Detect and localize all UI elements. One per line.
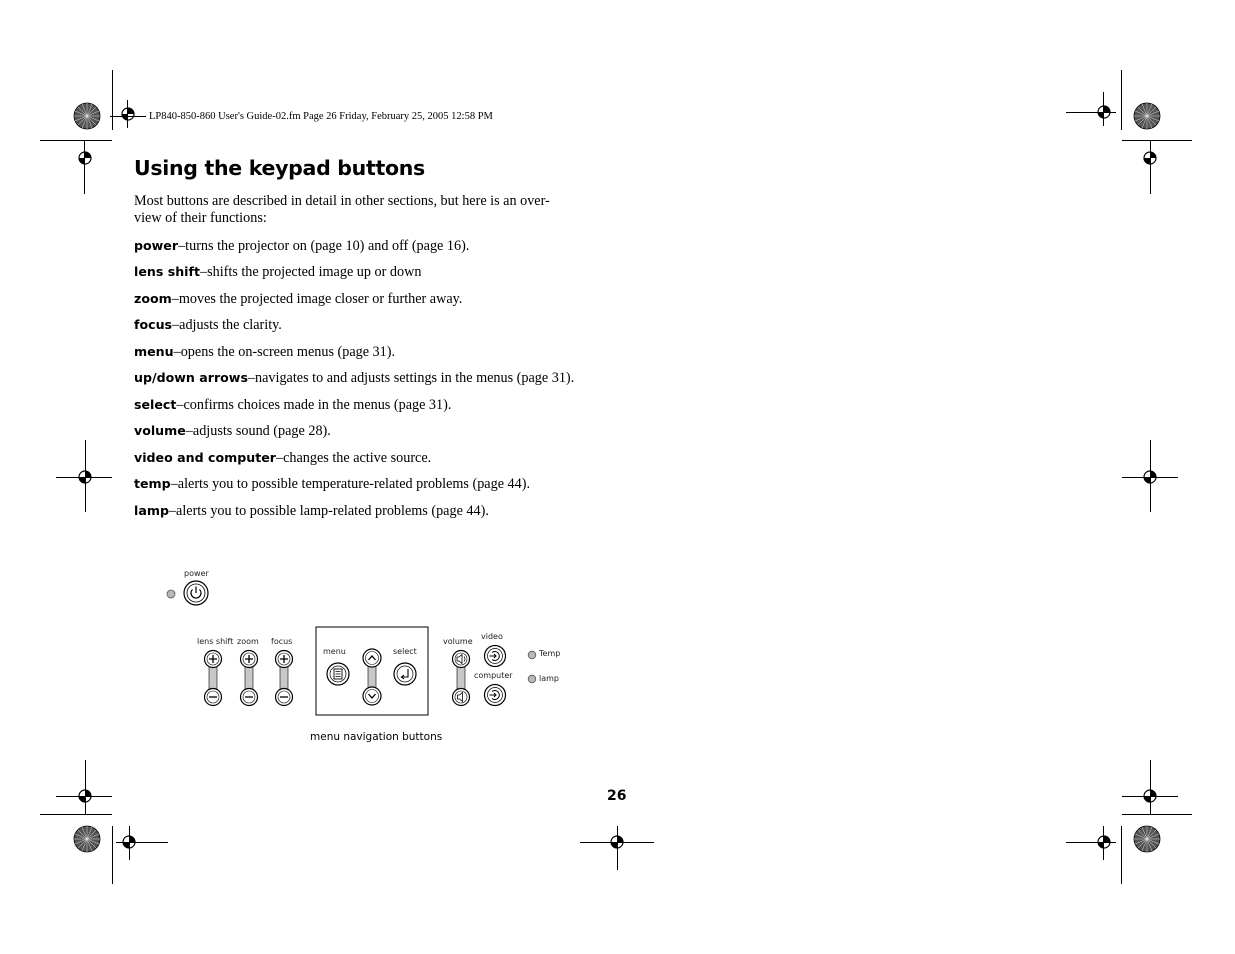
power-led: [167, 590, 175, 598]
label-volume: volume: [443, 637, 473, 646]
item-desc: –changes the active source.: [275, 450, 432, 466]
temp-led: [528, 651, 536, 659]
label-lamp: lamp: [539, 674, 559, 683]
page-title: Using the keypad buttons: [134, 156, 425, 180]
item-desc: –opens the on-screen menus (page 31).: [173, 344, 396, 360]
power-button-icon: [184, 581, 208, 605]
item-term: focus: [134, 317, 173, 332]
intro-line-1: Most buttons are described in detail in other sections, but here is an over-: [134, 193, 550, 209]
item-desc: –adjusts the clarity.: [172, 317, 282, 333]
item-desc: –adjusts sound (page 28).: [185, 423, 331, 439]
item-desc: –alerts you to possible temperature-related problems (page 44).: [170, 476, 530, 492]
page-number: 26: [607, 788, 627, 804]
zoom-rocker-icon: [241, 651, 258, 706]
intro-line-2: view of their functions:: [134, 210, 267, 226]
item-desc: –navigates to and adjusts settings in the menus (page 31).: [247, 370, 575, 386]
label-power: power: [184, 569, 209, 578]
volume-rocker-icon: [453, 651, 470, 706]
file-header-line: LP840-850-860 User's Guide-02.fm Page 26 Friday, February 25, 2005 12:58 PM: [149, 111, 493, 122]
label-lens-shift: lens shift: [197, 637, 234, 646]
item-desc: –alerts you to possible lamp-related problems (page 44).: [168, 503, 489, 519]
video-button-icon: [485, 646, 506, 667]
item-term: zoom: [134, 291, 172, 306]
label-zoom: zoom: [237, 637, 259, 646]
item-desc: –moves the projected image closer or further away.: [171, 291, 463, 307]
item-term: power: [134, 238, 179, 253]
item-term: volume: [134, 423, 186, 438]
item-desc: –shifts the projected image up or down: [199, 264, 422, 280]
item-term: video and computer: [134, 450, 276, 465]
item-term: menu: [134, 344, 174, 359]
label-temp: Temp: [539, 649, 561, 658]
menu-button-icon: [327, 663, 349, 685]
item-term: lens shift: [134, 264, 200, 279]
item-term: temp: [134, 476, 171, 491]
label-computer: computer: [474, 671, 513, 680]
item-term: up/down arrows: [134, 370, 248, 385]
lamp-led: [528, 675, 536, 683]
label-menu: menu: [323, 647, 346, 656]
computer-button-icon: [485, 685, 506, 706]
item-term: select: [134, 397, 177, 412]
label-select: select: [393, 647, 417, 656]
label-focus: focus: [271, 637, 293, 646]
item-desc: –turns the projector on (page 10) and off (page 16).: [178, 238, 470, 254]
lens-shift-rocker-icon: [205, 651, 222, 706]
item-term: lamp: [134, 503, 169, 518]
item-desc: –confirms choices made in the menus (page 31).: [176, 397, 452, 413]
up-down-arrows-icon: [363, 649, 381, 705]
focus-rocker-icon: [276, 651, 293, 706]
label-video: video: [481, 632, 503, 641]
select-button-icon: [394, 663, 416, 685]
diagram-caption: menu navigation buttons: [310, 731, 443, 743]
